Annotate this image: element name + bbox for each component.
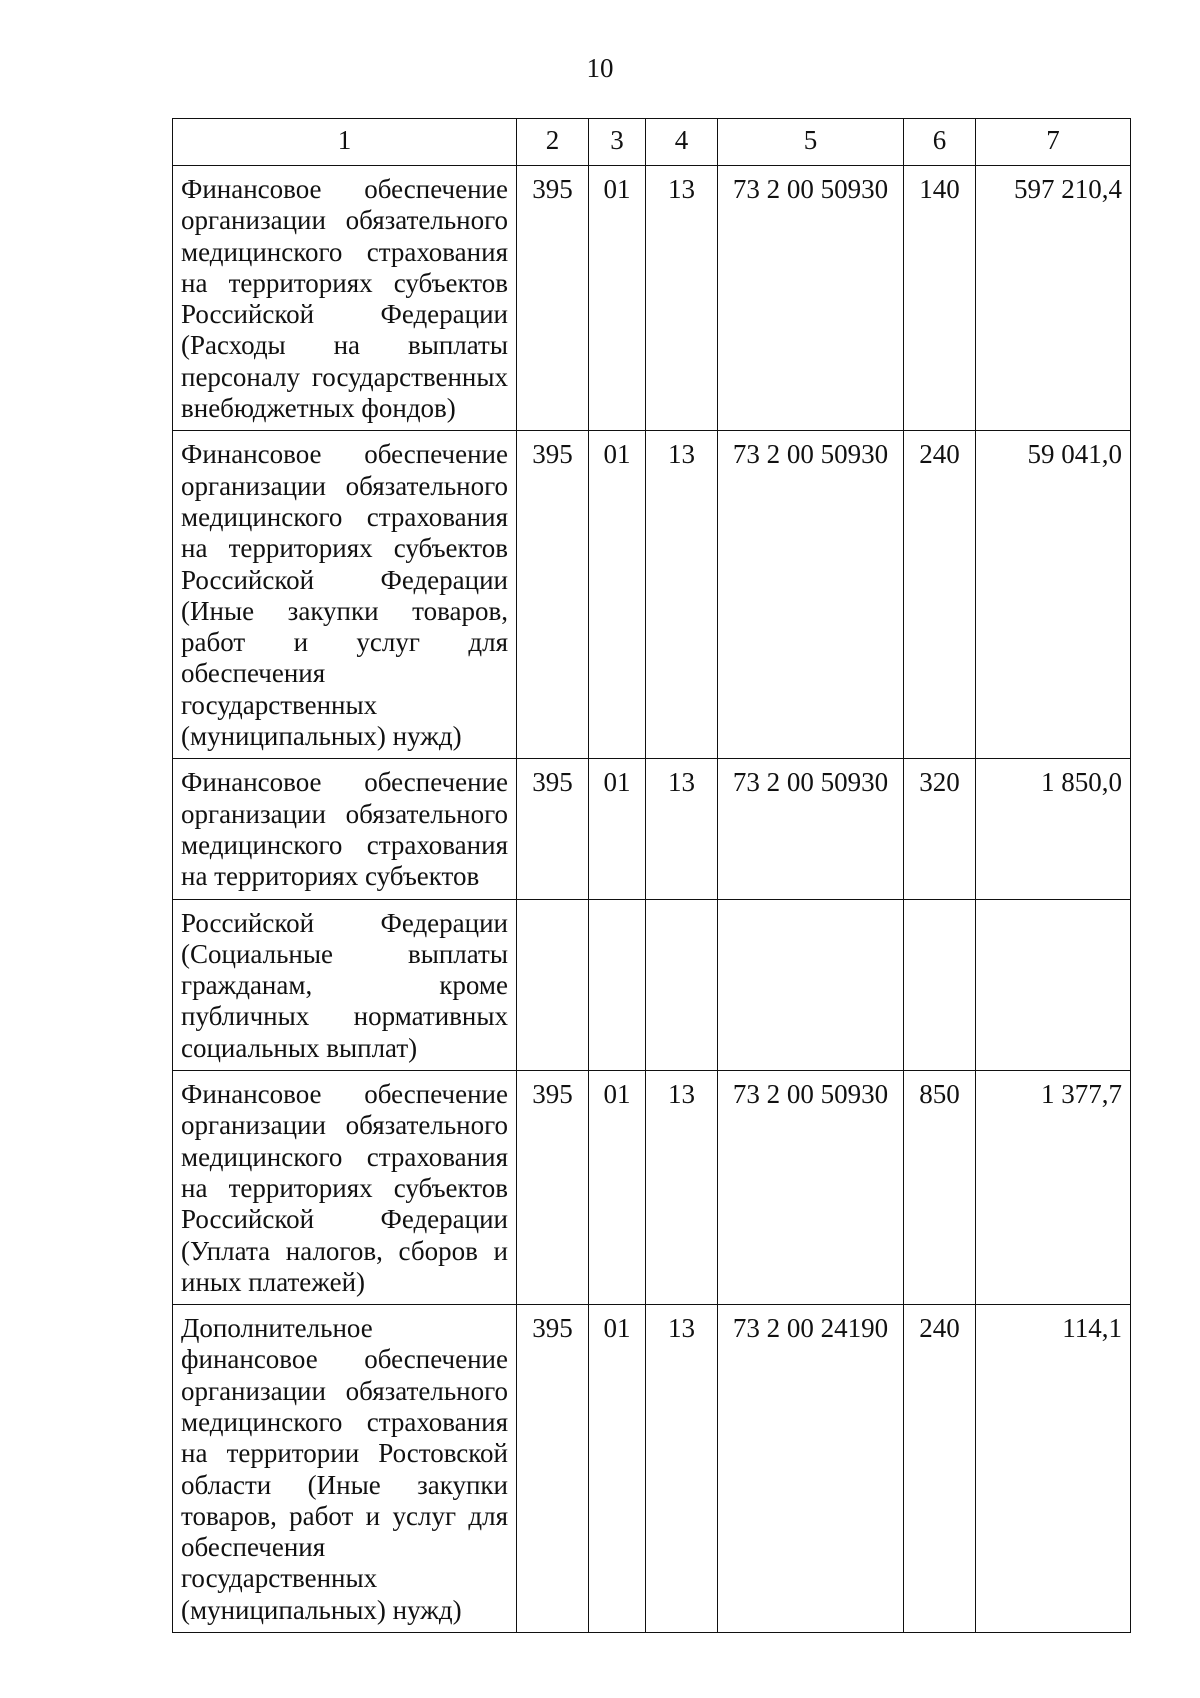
cell-col-2: 395	[517, 1305, 589, 1633]
cell-col-3	[589, 899, 646, 1070]
cell-col-7	[976, 899, 1131, 1070]
column-header: 2	[517, 119, 589, 166]
cell-col-3: 01	[589, 1305, 646, 1633]
cell-col-6: 240	[904, 431, 976, 759]
column-header: 3	[589, 119, 646, 166]
cell-col-6: 850	[904, 1071, 976, 1305]
row-description: Российской Федерации (Социальные выплаты гражданам, кроме публичных нормативных социальных выплат)	[173, 899, 517, 1070]
cell-col-7: 1 850,0	[976, 759, 1131, 899]
cell-col-5: 73 2 00 50930	[718, 431, 904, 759]
cell-col-6: 320	[904, 759, 976, 899]
table-row	[173, 1305, 1131, 1633]
cell-col-4: 13	[646, 166, 718, 431]
cell-col-2: 395	[517, 166, 589, 431]
cell-col-4: 13	[646, 1071, 718, 1305]
cell-col-4: 13	[646, 1305, 718, 1633]
table-row	[173, 431, 1131, 759]
cell-col-3: 01	[589, 1071, 646, 1305]
cell-col-6: 240	[904, 1305, 976, 1633]
cell-col-2: 395	[517, 1071, 589, 1305]
table-row	[173, 1071, 1131, 1305]
cell-col-5	[718, 899, 904, 1070]
cell-col-7: 59 041,0	[976, 431, 1131, 759]
column-header: 4	[646, 119, 718, 166]
table-row	[173, 759, 1131, 899]
cell-col-2: 395	[517, 431, 589, 759]
cell-col-2: 395	[517, 759, 589, 899]
cell-col-7: 1 377,7	[976, 1071, 1131, 1305]
cell-col-5: 73 2 00 50930	[718, 166, 904, 431]
column-header: 7	[976, 119, 1131, 166]
cell-col-5: 73 2 00 50930	[718, 759, 904, 899]
row-description: Финансовое обеспечение организации обязательного медицинского страхования на территориях субъектов Российской Федерации (Иные закупки товаров, работ и услуг для обеспечения государственных (муниципальных) нужд)	[173, 431, 517, 759]
row-description: Финансовое обеспечение организации обязательного медицинского страхования на территориях субъектов	[173, 759, 517, 899]
row-description: Финансовое обеспечение организации обязательного медицинского страхования на территориях субъектов Российской Федерации (Уплата налогов, сборов и иных платежей)	[173, 1071, 517, 1305]
table-header-row	[173, 119, 1131, 166]
cell-col-7: 114,1	[976, 1305, 1131, 1633]
cell-col-5: 73 2 00 24190	[718, 1305, 904, 1633]
cell-col-4	[646, 899, 718, 1070]
cell-col-4: 13	[646, 759, 718, 899]
column-header: 1	[173, 119, 517, 166]
cell-col-7: 597 210,4	[976, 166, 1131, 431]
cell-col-4: 13	[646, 431, 718, 759]
row-description: Финансовое обеспечение организации обязательного медицинского страхования на территориях субъектов Российской Федерации (Расходы на выплаты персоналу государственных внебюджетных фондов)	[173, 166, 517, 431]
cell-col-5: 73 2 00 50930	[718, 1071, 904, 1305]
column-header: 5	[718, 119, 904, 166]
cell-col-6	[904, 899, 976, 1070]
cell-col-3: 01	[589, 759, 646, 899]
budget-table	[172, 118, 1131, 1633]
page-number: 10	[586, 53, 614, 83]
row-description: Дополнительное финансовое обеспечение организации обязательного медицинского страхования на территории Ростовской области (Иные закупки товаров, работ и услуг для обеспечения государственных (муниципальных) нужд)	[173, 1305, 517, 1633]
cell-col-3: 01	[589, 166, 646, 431]
column-header: 6	[904, 119, 976, 166]
cell-col-3: 01	[589, 431, 646, 759]
cell-col-2	[517, 899, 589, 1070]
table-row	[173, 899, 1131, 1070]
cell-col-6: 140	[904, 166, 976, 431]
table-row	[173, 166, 1131, 431]
